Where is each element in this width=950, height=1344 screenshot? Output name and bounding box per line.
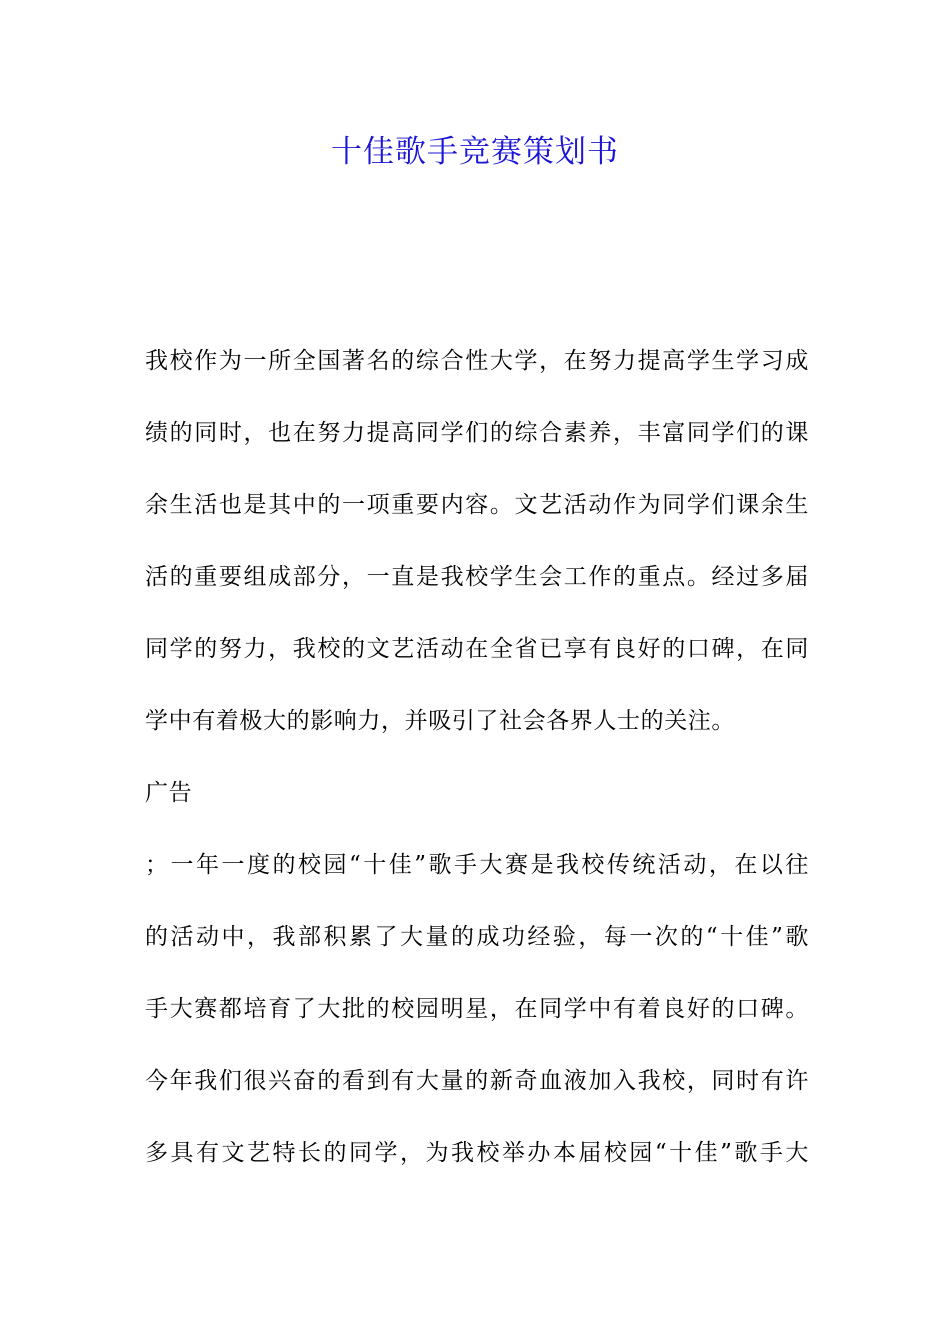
body-line: 同学的努力，我校的文艺活动在全省已享有良好的口碑，在同 [145,636,809,662]
body-line: 今年我们很兴奋的看到有大量的新奇血液加入我校，同时有许 [145,1068,809,1094]
document-title: 十佳歌手竞赛策划书 [331,134,619,170]
body-line: 学中有着极大的影响力，并吸引了社会各界人士的关注。 [145,708,735,734]
body-line: ；一年一度的校园“十佳”歌手大赛是我校传统活动，在以往 [145,852,809,878]
body-line: 的活动中，我部积累了大量的成功经验，每一次的“十佳”歌 [145,924,809,950]
body-line-ad-label: 广告 [145,780,193,806]
body-line: 多具有文艺特长的同学，为我校举办本届校园“十佳”歌手大 [145,1140,809,1166]
body-line: 我校作为一所全国著名的综合性大学，在努力提高学生学习成 [145,348,809,374]
body-line: 余生活也是其中的一项重要内容。文艺活动作为同学们课余生 [145,492,809,518]
document-body [145,343,809,1207]
body-line: 活的重要组成部分，一直是我校学生会工作的重点。经过多届 [145,564,809,590]
body-line: 绩的同时，也在努力提高同学们的综合素养，丰富同学们的课 [145,420,809,446]
body-line: 手大赛都培育了大批的校园明星，在同学中有着良好的口碑。 [145,996,809,1022]
